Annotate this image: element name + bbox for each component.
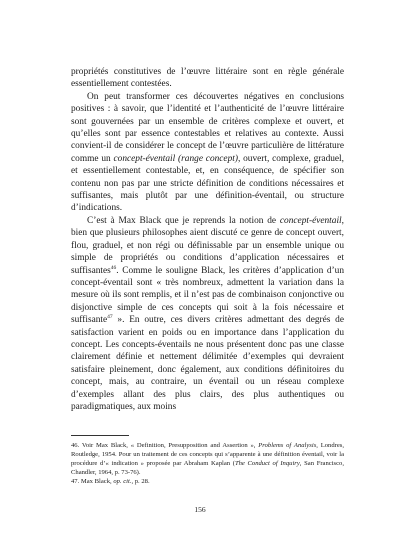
footnote bbox=[71, 441, 344, 477]
text-run: , San Francisco, Chandler, 1964, p. 73-76). bbox=[71, 460, 344, 477]
text-run: , p. 28. bbox=[131, 478, 150, 486]
italic-text: Problems of Analysis bbox=[258, 442, 317, 449]
body-paragraph bbox=[71, 215, 344, 414]
text-run: , ouvert, complexe, graduel, et essentiellement contestable, et, en conséquence, de spécifier son contenu non pas par une stricte définition de conditions nécessaires et suffisantes, mais plutôt par une définition-éventail, ou structure d’indications. bbox=[71, 153, 344, 214]
footnote bbox=[71, 477, 344, 486]
body-paragraph bbox=[71, 91, 344, 215]
text-run: On peut transformer ces découvertes négatives en conclusions positives : à savoir, que l’identité et l’authenticité de l’œuvre littéraire sont gouvernées par un ensemble de critères complexe et ouvert, et qu’elles sont par essence contestables et relatives au contexte. Aussi convient-il de considérer le concept de l’œuvre particulière de littérature comme un bbox=[71, 91, 344, 164]
footnote-reference: 46 bbox=[110, 264, 117, 271]
page-number: 156 bbox=[194, 505, 206, 514]
text-run: C’est à Max Black que je reprends la notion de bbox=[87, 215, 280, 226]
italic-text: concept-éventail (range concept) bbox=[113, 153, 238, 164]
body-paragraph bbox=[71, 66, 344, 91]
text-run: 46. Voir Max Black, « Definition, Presupposition and Assertion », bbox=[71, 442, 259, 449]
footnotes bbox=[71, 441, 344, 486]
text-run: . Comme le souligne Black, les critères d’application d’un concept-éventail sont « très nombreux, admettent la variation dans la mesure où ils sont remplis, et il n’est pas de combinaison conjonctive ou disjonctive simple de ces concepts qui soit à la fois nécessaire et suffisante bbox=[71, 265, 344, 326]
text-run: , Londres, Routledge, 1954. Pour un traitement de ces concepts qui s’apparente à une définition éventail, voir la procédure d’« indication » proposée par Abraham Kaplan ( bbox=[71, 442, 344, 468]
text-run: , bien que plusieurs philosophes aient discuté ce genre de concept ouvert, flou, graduel, et non régi ou définissable par un ensemble unique ou simple de propriétés ou conditions d’application nécessaires et suffisantes bbox=[71, 215, 344, 276]
main-text bbox=[71, 66, 344, 413]
italic-text: op. cit. bbox=[113, 478, 132, 486]
italic-text: concept-éventail bbox=[279, 215, 342, 226]
footnote-divider bbox=[71, 435, 129, 436]
text-run: ». En outre, ces divers critères admettant des degrés de satisfaction varient en poids ou en importance dans l’application du concept. Les concepts-éventails ne nous présentent donc pas une classe clairement définie et nettement délimitée d’exemples qui devraient satisfaire pleinement, donc également, aux conditions définitoires du concept, mais, au contraire, un éventail ou un réseau complexe d’exemples allant des plus clairs, des plus authentiques ou paradigmatiques, aux moins bbox=[71, 315, 344, 412]
italic-text: The Conduct of Inquiry bbox=[234, 460, 300, 468]
text-run: propriétés constitutives de l’œuvre littéraire sont en règle générale essentiellement contestées. bbox=[71, 67, 344, 90]
text-run: 47. Max Black, bbox=[71, 478, 114, 486]
footnote-reference: 47 bbox=[107, 314, 113, 321]
